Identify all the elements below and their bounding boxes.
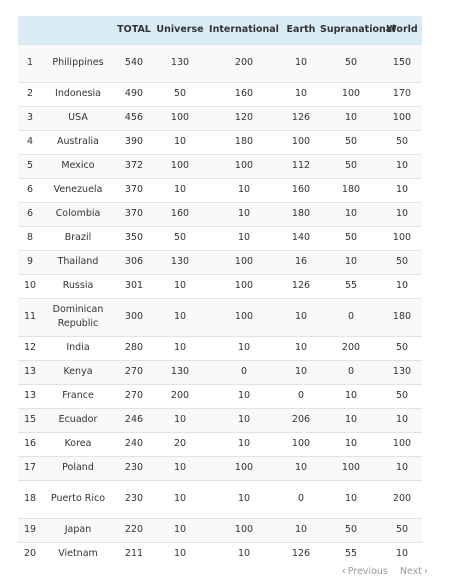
supranational-cell: 10: [320, 106, 382, 130]
country-cell: Puerto Rico: [42, 480, 114, 518]
earth-cell: 10: [282, 360, 320, 384]
pagination: [342, 566, 428, 577]
international-cell: 100: [206, 518, 282, 542]
table-row: [18, 360, 422, 384]
supranational-cell: 55: [320, 274, 382, 298]
rank-cell: 8: [18, 226, 42, 250]
rank-cell: 16: [18, 432, 42, 456]
total-cell: 372: [114, 154, 154, 178]
header-earth[interactable]: Earth: [286, 24, 316, 36]
country-cell: USA: [42, 106, 114, 130]
table-row: [18, 106, 422, 130]
world-cell: 10: [382, 154, 422, 178]
international-cell: 10: [206, 480, 282, 518]
total-cell: 456: [114, 106, 154, 130]
universe-cell: 10: [154, 456, 206, 480]
table-row: [18, 480, 422, 518]
international-cell: 10: [206, 432, 282, 456]
header-universe[interactable]: Universe: [156, 24, 204, 36]
supranational-cell: 50: [320, 130, 382, 154]
universe-cell: 130: [154, 360, 206, 384]
world-cell: 100: [382, 106, 422, 130]
supranational-cell: 10: [320, 408, 382, 432]
earth-cell: 0: [282, 384, 320, 408]
country-cell: Colombia: [42, 202, 114, 226]
rank-cell: 15: [18, 408, 42, 432]
total-cell: 280: [114, 336, 154, 360]
rank-cell: 6: [18, 202, 42, 226]
table-body: [18, 44, 422, 566]
country-cell: Indonesia: [42, 82, 114, 106]
world-cell: 10: [382, 202, 422, 226]
rank-cell: 17: [18, 456, 42, 480]
international-cell: 180: [206, 130, 282, 154]
earth-cell: 10: [282, 298, 320, 336]
world-cell: 50: [382, 130, 422, 154]
total-cell: 540: [114, 44, 154, 82]
total-cell: 220: [114, 518, 154, 542]
country-cell: Mexico: [42, 154, 114, 178]
world-cell: 100: [382, 432, 422, 456]
country-cell: Brazil: [42, 226, 114, 250]
supranational-cell: 200: [320, 336, 382, 360]
total-cell: 211: [114, 542, 154, 566]
rank-cell: 10: [18, 274, 42, 298]
header-world[interactable]: World: [386, 24, 418, 36]
table-row: [18, 274, 422, 298]
earth-cell: 10: [282, 44, 320, 82]
earth-cell: 10: [282, 82, 320, 106]
earth-cell: 112: [282, 154, 320, 178]
rank-cell: 18: [18, 480, 42, 518]
table-row: [18, 154, 422, 178]
universe-cell: 10: [154, 298, 206, 336]
total-cell: 230: [114, 480, 154, 518]
earth-cell: 126: [282, 542, 320, 566]
rank-cell: 6: [18, 178, 42, 202]
supranational-cell: 10: [320, 384, 382, 408]
supranational-cell: 50: [320, 226, 382, 250]
total-cell: 300: [114, 298, 154, 336]
international-cell: 100: [206, 250, 282, 274]
world-cell: 10: [382, 456, 422, 480]
earth-cell: 10: [282, 518, 320, 542]
table-row: [18, 336, 422, 360]
country-cell: Russia: [42, 274, 114, 298]
universe-cell: 10: [154, 542, 206, 566]
total-cell: 350: [114, 226, 154, 250]
earth-cell: 180: [282, 202, 320, 226]
supranational-cell: 100: [320, 456, 382, 480]
country-cell: Philippines: [42, 44, 114, 82]
total-cell: 240: [114, 432, 154, 456]
next-button[interactable]: Next: [399, 566, 422, 577]
country-cell: Venezuela: [42, 178, 114, 202]
table-row: [18, 456, 422, 480]
world-cell: 150: [382, 44, 422, 82]
world-cell: 10: [382, 542, 422, 566]
rank-cell: 1: [18, 44, 42, 82]
supranational-cell: 50: [320, 154, 382, 178]
supranational-cell: 10: [320, 432, 382, 456]
universe-cell: 100: [154, 154, 206, 178]
earth-cell: 140: [282, 226, 320, 250]
international-cell: 120: [206, 106, 282, 130]
supranational-cell: 100: [320, 82, 382, 106]
rank-cell: 5: [18, 154, 42, 178]
international-cell: 100: [206, 456, 282, 480]
country-cell: Australia: [42, 130, 114, 154]
earth-cell: 100: [282, 130, 320, 154]
country-cell: Thailand: [42, 250, 114, 274]
earth-cell: 126: [282, 274, 320, 298]
supranational-cell: 10: [320, 250, 382, 274]
world-cell: 180: [382, 298, 422, 336]
table-row: [18, 44, 422, 82]
table-row: [18, 384, 422, 408]
world-cell: 50: [382, 518, 422, 542]
country-cell: France: [42, 384, 114, 408]
supranational-cell: 50: [320, 44, 382, 82]
international-cell: 10: [206, 178, 282, 202]
international-cell: 10: [206, 542, 282, 566]
country-cell: Poland: [42, 456, 114, 480]
table-row: [18, 226, 422, 250]
rank-cell: 4: [18, 130, 42, 154]
supranational-cell: 0: [320, 360, 382, 384]
earth-cell: 206: [282, 408, 320, 432]
supranational-cell: 50: [320, 518, 382, 542]
total-cell: 230: [114, 456, 154, 480]
country-cell: Korea: [42, 432, 114, 456]
world-cell: 170: [382, 82, 422, 106]
international-cell: 10: [206, 202, 282, 226]
header-total[interactable]: TOTAL: [117, 24, 151, 36]
universe-cell: 10: [154, 336, 206, 360]
country-cell: India: [42, 336, 114, 360]
table-row: [18, 250, 422, 274]
world-cell: 100: [382, 226, 422, 250]
world-cell: 50: [382, 384, 422, 408]
international-cell: 10: [206, 408, 282, 432]
rank-cell: 2: [18, 82, 42, 106]
total-cell: 246: [114, 408, 154, 432]
supranational-cell: 0: [320, 298, 382, 336]
total-cell: 370: [114, 202, 154, 226]
previous-button[interactable]: Previous: [347, 566, 388, 577]
rank-cell: 19: [18, 518, 42, 542]
universe-cell: 10: [154, 408, 206, 432]
world-cell: 50: [382, 250, 422, 274]
earth-cell: 126: [282, 106, 320, 130]
country-cell: Kenya: [42, 360, 114, 384]
supranational-cell: 55: [320, 542, 382, 566]
rank-cell: 11: [18, 298, 42, 336]
earth-cell: 0: [282, 480, 320, 518]
header-international[interactable]: International: [209, 24, 279, 36]
international-cell: 200: [206, 44, 282, 82]
chevron-left-icon: ‹: [341, 566, 346, 577]
table-row: [18, 178, 422, 202]
world-cell: 10: [382, 178, 422, 202]
header-country[interactable]: [18, 16, 114, 44]
world-cell: 50: [382, 336, 422, 360]
international-cell: 10: [206, 384, 282, 408]
universe-cell: 200: [154, 384, 206, 408]
world-cell: 10: [382, 408, 422, 432]
universe-cell: 10: [154, 518, 206, 542]
international-cell: 100: [206, 154, 282, 178]
country-cell: Vietnam: [42, 542, 114, 566]
table-row: [18, 542, 422, 566]
earth-cell: 16: [282, 250, 320, 274]
earth-cell: 10: [282, 336, 320, 360]
table-row: [18, 130, 422, 154]
total-cell: 306: [114, 250, 154, 274]
universe-cell: 50: [154, 226, 206, 250]
universe-cell: 160: [154, 202, 206, 226]
ranking-table-container: [18, 16, 422, 566]
international-cell: 10: [206, 226, 282, 250]
universe-cell: 50: [154, 82, 206, 106]
total-cell: 390: [114, 130, 154, 154]
table-row: [18, 408, 422, 432]
international-cell: 10: [206, 336, 282, 360]
world-cell: 10: [382, 274, 422, 298]
universe-cell: 10: [154, 130, 206, 154]
universe-cell: 100: [154, 106, 206, 130]
universe-cell: 130: [154, 250, 206, 274]
total-cell: 490: [114, 82, 154, 106]
country-cell: Japan: [42, 518, 114, 542]
country-cell: Dominican Republic: [42, 298, 114, 336]
world-cell: 130: [382, 360, 422, 384]
earth-cell: 100: [282, 432, 320, 456]
international-cell: 0: [206, 360, 282, 384]
total-cell: 370: [114, 178, 154, 202]
total-cell: 270: [114, 360, 154, 384]
table-row: [18, 518, 422, 542]
universe-cell: 10: [154, 274, 206, 298]
supranational-cell: 10: [320, 480, 382, 518]
rank-cell: 13: [18, 360, 42, 384]
table-row: [18, 82, 422, 106]
universe-cell: 10: [154, 480, 206, 518]
rank-cell: 13: [18, 384, 42, 408]
rank-cell: 9: [18, 250, 42, 274]
total-cell: 270: [114, 384, 154, 408]
total-cell: 301: [114, 274, 154, 298]
earth-cell: 10: [282, 456, 320, 480]
rank-cell: 12: [18, 336, 42, 360]
world-cell: 200: [382, 480, 422, 518]
table-header-row: [18, 16, 422, 44]
universe-cell: 130: [154, 44, 206, 82]
table-row: [18, 298, 422, 336]
header-supranational[interactable]: Supranational: [320, 24, 396, 36]
supranational-cell: 10: [320, 202, 382, 226]
universe-cell: 10: [154, 178, 206, 202]
table-row: [18, 202, 422, 226]
table-row: [18, 432, 422, 456]
international-cell: 160: [206, 82, 282, 106]
ranking-table: [18, 16, 422, 566]
rank-cell: 20: [18, 542, 42, 566]
country-cell: Ecuador: [42, 408, 114, 432]
earth-cell: 160: [282, 178, 320, 202]
international-cell: 100: [206, 298, 282, 336]
universe-cell: 20: [154, 432, 206, 456]
rank-cell: 3: [18, 106, 42, 130]
chevron-right-icon: ›: [424, 566, 428, 577]
supranational-cell: 180: [320, 178, 382, 202]
international-cell: 100: [206, 274, 282, 298]
